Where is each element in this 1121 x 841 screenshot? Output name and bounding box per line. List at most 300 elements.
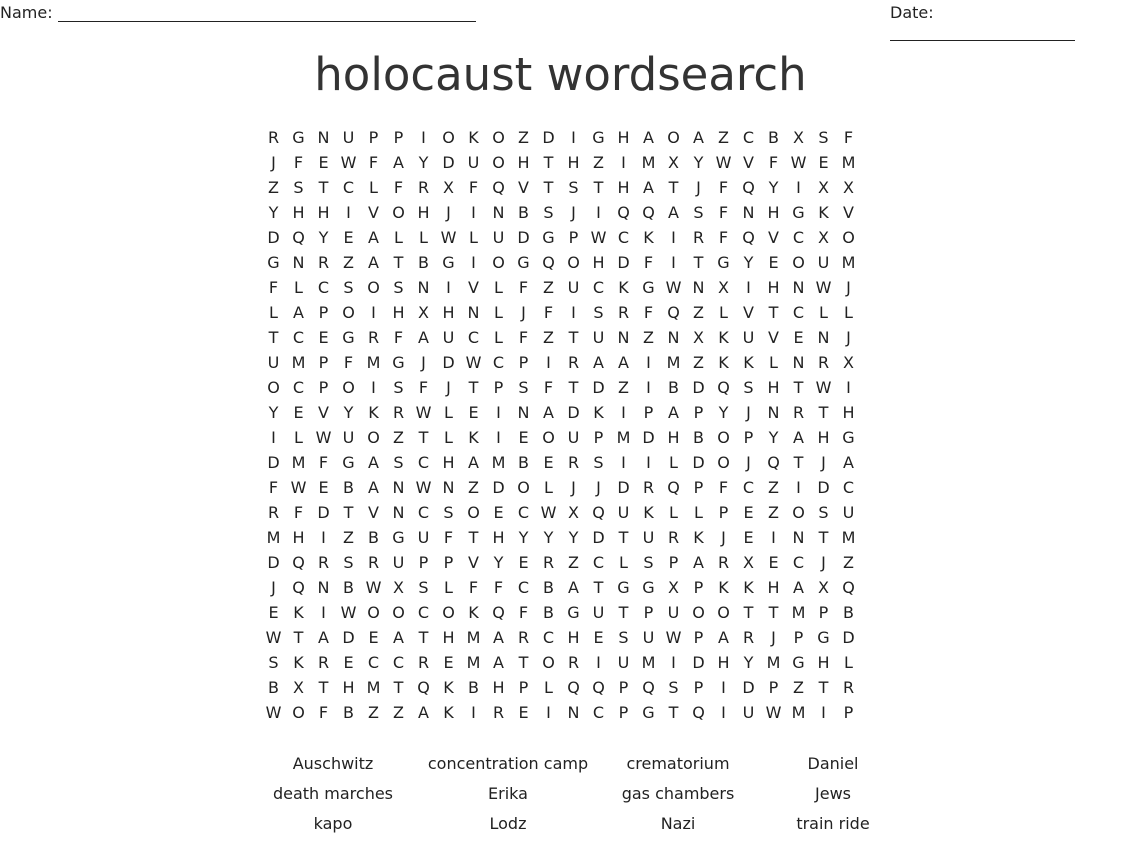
grid-letter: K bbox=[443, 703, 454, 722]
grid-letter: L bbox=[394, 228, 403, 247]
grid-letter: W bbox=[465, 353, 482, 372]
word-list-item: Erika bbox=[488, 784, 528, 803]
grid-letter: O bbox=[542, 428, 555, 447]
grid-letter: M bbox=[791, 703, 806, 722]
grid-letter: A bbox=[418, 328, 429, 347]
grid-letter: X bbox=[668, 578, 679, 597]
grid-letter: G bbox=[392, 353, 405, 372]
grid-letter: C bbox=[317, 278, 330, 297]
grid-letter: J bbox=[571, 478, 576, 497]
grid-letter: U bbox=[817, 253, 830, 272]
grid-letter: O bbox=[367, 278, 380, 297]
grid-letter: U bbox=[267, 353, 280, 372]
grid-letter: P bbox=[318, 378, 329, 397]
grid-letter: Z bbox=[643, 328, 654, 347]
grid-letter: Y bbox=[693, 153, 704, 172]
date-label: Date: bbox=[890, 3, 934, 22]
grid-letter: K bbox=[718, 353, 729, 372]
grid-letter: N bbox=[292, 253, 305, 272]
grid-letter: L bbox=[419, 228, 428, 247]
grid-letter: P bbox=[693, 403, 704, 422]
grid-letter: Y bbox=[268, 203, 279, 222]
grid-letter: R bbox=[567, 453, 580, 472]
grid-letter: B bbox=[518, 453, 529, 472]
grid-letter: W bbox=[265, 628, 282, 647]
grid-letter: C bbox=[492, 353, 505, 372]
grid-letter: H bbox=[567, 628, 580, 647]
grid-letter: Z bbox=[693, 353, 704, 372]
grid-letter: I bbox=[546, 353, 551, 372]
grid-letter: M bbox=[366, 678, 381, 697]
grid-letter: K bbox=[743, 353, 754, 372]
grid-letter: H bbox=[492, 678, 505, 697]
grid-letter: Q bbox=[592, 678, 605, 697]
grid-letter: M bbox=[616, 428, 631, 447]
grid-letter: N bbox=[392, 503, 405, 522]
grid-letter: A bbox=[593, 353, 604, 372]
grid-letter: I bbox=[321, 603, 326, 622]
grid-letter: V bbox=[518, 178, 529, 197]
grid-letter: H bbox=[417, 203, 430, 222]
grid-letter: N bbox=[792, 353, 805, 372]
grid-letter: P bbox=[768, 678, 779, 697]
grid-letter: Q bbox=[292, 228, 305, 247]
grid-letter: F bbox=[493, 578, 504, 597]
grid-letter: W bbox=[590, 228, 607, 247]
grid-letter: I bbox=[496, 428, 501, 447]
grid-letter: J bbox=[571, 203, 576, 222]
grid-letter: T bbox=[818, 678, 829, 697]
grid-letter: Z bbox=[768, 503, 779, 522]
grid-letter: I bbox=[571, 303, 576, 322]
grid-letter: G bbox=[567, 603, 580, 622]
grid-letter: D bbox=[267, 228, 280, 247]
grid-letter: J bbox=[746, 403, 751, 422]
grid-letter: F bbox=[418, 378, 429, 397]
grid-letter: A bbox=[493, 628, 504, 647]
grid-letter: I bbox=[371, 378, 376, 397]
grid-letter: B bbox=[468, 678, 479, 697]
grid-letter: S bbox=[293, 178, 304, 197]
grid-letter: A bbox=[618, 353, 629, 372]
word-list-item: Jews bbox=[815, 784, 851, 803]
grid-letter: K bbox=[293, 603, 304, 622]
grid-letter: I bbox=[671, 653, 676, 672]
grid-letter: L bbox=[544, 478, 553, 497]
grid-letter: C bbox=[342, 178, 355, 197]
name-line[interactable] bbox=[58, 5, 476, 22]
grid-letter: R bbox=[667, 528, 680, 547]
grid-letter: L bbox=[819, 303, 828, 322]
grid-letter: G bbox=[267, 253, 280, 272]
grid-letter: R bbox=[717, 553, 730, 572]
grid-letter: O bbox=[492, 153, 505, 172]
grid-letter: H bbox=[292, 528, 305, 547]
grid-letter: B bbox=[368, 528, 379, 547]
grid-letter: C bbox=[292, 328, 305, 347]
grid-letter: D bbox=[742, 678, 755, 697]
grid-letter: U bbox=[842, 503, 855, 522]
grid-letter: K bbox=[468, 428, 479, 447]
grid-letter: P bbox=[743, 428, 754, 447]
grid-letter: A bbox=[293, 303, 304, 322]
grid-letter: Y bbox=[268, 403, 279, 422]
grid-letter: L bbox=[719, 303, 728, 322]
grid-letter: A bbox=[393, 628, 404, 647]
grid-letter: K bbox=[593, 403, 604, 422]
grid-letter: F bbox=[468, 178, 479, 197]
grid-letter: I bbox=[796, 478, 801, 497]
grid-letter: W bbox=[665, 278, 682, 297]
grid-letter: E bbox=[443, 653, 454, 672]
grid-letter: N bbox=[517, 403, 530, 422]
letter-grid bbox=[261, 125, 861, 725]
grid-letter: U bbox=[567, 278, 580, 297]
grid-letter: I bbox=[621, 153, 626, 172]
grid-letter: J bbox=[721, 528, 726, 547]
grid-letter: Z bbox=[368, 703, 379, 722]
grid-letter: I bbox=[546, 703, 551, 722]
grid-letter: Y bbox=[418, 153, 429, 172]
grid-letter: R bbox=[817, 353, 830, 372]
grid-letter: C bbox=[417, 603, 430, 622]
grid-letter: T bbox=[668, 703, 679, 722]
grid-letter: K bbox=[743, 578, 754, 597]
grid-letter: H bbox=[517, 153, 530, 172]
grid-letter: E bbox=[543, 453, 554, 472]
grid-letter: O bbox=[467, 503, 480, 522]
grid-letter: F bbox=[718, 478, 729, 497]
grid-letter: F bbox=[718, 228, 729, 247]
grid-letter: G bbox=[542, 228, 555, 247]
grid-letter: N bbox=[767, 403, 780, 422]
grid-letter: R bbox=[367, 553, 380, 572]
grid-letter: F bbox=[518, 278, 529, 297]
grid-letter: W bbox=[815, 278, 832, 297]
grid-letter: K bbox=[468, 128, 479, 147]
grid-letter: F bbox=[393, 178, 404, 197]
grid-letter: I bbox=[646, 353, 651, 372]
grid-letter: P bbox=[318, 353, 329, 372]
grid-letter: U bbox=[592, 603, 605, 622]
grid-letter: Z bbox=[843, 553, 854, 572]
grid-letter: E bbox=[518, 428, 529, 447]
grid-letter: O bbox=[542, 653, 555, 672]
grid-letter: I bbox=[646, 378, 651, 397]
grid-letter: U bbox=[592, 328, 605, 347]
grid-letter: N bbox=[617, 328, 630, 347]
grid-letter: Y bbox=[343, 403, 354, 422]
date-line[interactable] bbox=[890, 24, 1075, 41]
grid-letter: R bbox=[842, 678, 855, 697]
grid-letter: B bbox=[518, 203, 529, 222]
grid-letter: S bbox=[618, 628, 629, 647]
grid-letter: N bbox=[442, 478, 455, 497]
grid-letter: F bbox=[318, 453, 329, 472]
grid-letter: J bbox=[696, 178, 701, 197]
grid-letter: D bbox=[267, 553, 280, 572]
grid-letter: G bbox=[592, 128, 605, 147]
grid-letter: T bbox=[543, 178, 554, 197]
word-list-item: kapo bbox=[313, 814, 353, 833]
grid-letter: H bbox=[567, 153, 580, 172]
grid-letter: M bbox=[841, 253, 856, 272]
grid-letter: L bbox=[369, 178, 378, 197]
grid-letter: O bbox=[567, 253, 580, 272]
grid-letter: Z bbox=[693, 303, 704, 322]
grid-letter: F bbox=[543, 378, 554, 397]
grid-letter: S bbox=[518, 378, 529, 397]
grid-letter: S bbox=[393, 278, 404, 297]
grid-letter: X bbox=[818, 178, 829, 197]
grid-letter: U bbox=[617, 503, 630, 522]
grid-letter: G bbox=[292, 128, 305, 147]
grid-letter: G bbox=[517, 253, 530, 272]
grid-letter: L bbox=[669, 503, 678, 522]
grid-letter: Q bbox=[292, 553, 305, 572]
grid-letter: D bbox=[692, 653, 705, 672]
grid-letter: X bbox=[843, 353, 854, 372]
grid-letter: R bbox=[567, 653, 580, 672]
grid-letter: I bbox=[271, 428, 276, 447]
grid-letter: Q bbox=[667, 478, 680, 497]
grid-letter: Y bbox=[568, 528, 579, 547]
grid-letter: L bbox=[619, 553, 628, 572]
grid-letter: Y bbox=[543, 528, 554, 547]
grid-letter: Y bbox=[318, 228, 329, 247]
grid-letter: S bbox=[593, 303, 604, 322]
grid-letter: L bbox=[494, 278, 503, 297]
grid-letter: B bbox=[768, 128, 779, 147]
grid-letter: M bbox=[666, 353, 681, 372]
grid-letter: Q bbox=[667, 303, 680, 322]
grid-letter: W bbox=[440, 228, 457, 247]
grid-letter: T bbox=[468, 378, 479, 397]
grid-letter: T bbox=[743, 603, 754, 622]
grid-letter: Z bbox=[268, 178, 279, 197]
word-list-item: death marches bbox=[272, 784, 394, 803]
grid-letter: T bbox=[418, 428, 429, 447]
grid-letter: P bbox=[593, 428, 604, 447]
grid-letter: F bbox=[518, 328, 529, 347]
grid-letter: C bbox=[517, 578, 530, 597]
grid-letter: W bbox=[715, 153, 732, 172]
grid-letter: I bbox=[421, 128, 426, 147]
grid-letter: G bbox=[642, 278, 655, 297]
grid-letter: L bbox=[844, 303, 853, 322]
grid-letter: O bbox=[342, 303, 355, 322]
grid-letter: H bbox=[817, 428, 830, 447]
grid-letter: F bbox=[843, 128, 854, 147]
grid-letter: V bbox=[743, 153, 754, 172]
grid-letter: L bbox=[694, 503, 703, 522]
grid-letter: P bbox=[843, 703, 854, 722]
grid-letter: T bbox=[418, 628, 429, 647]
grid-letter: W bbox=[365, 578, 382, 597]
grid-letter: I bbox=[796, 178, 801, 197]
grid-letter: P bbox=[568, 228, 579, 247]
grid-letter: D bbox=[342, 628, 355, 647]
grid-letter: V bbox=[368, 503, 379, 522]
grid-letter: E bbox=[368, 628, 379, 647]
grid-letter: H bbox=[317, 203, 330, 222]
grid-letter: C bbox=[842, 478, 855, 497]
grid-letter: C bbox=[417, 453, 430, 472]
grid-letter: X bbox=[443, 178, 454, 197]
grid-letter: A bbox=[793, 428, 804, 447]
grid-letter: D bbox=[617, 478, 630, 497]
grid-letter: A bbox=[493, 653, 504, 672]
grid-letter: I bbox=[446, 278, 451, 297]
grid-letter: N bbox=[817, 328, 830, 347]
grid-letter: L bbox=[444, 403, 453, 422]
grid-letter: T bbox=[693, 253, 704, 272]
grid-letter: J bbox=[446, 378, 451, 397]
grid-letter: T bbox=[668, 178, 679, 197]
grid-letter: H bbox=[492, 528, 505, 547]
grid-letter: U bbox=[642, 628, 655, 647]
grid-letter: J bbox=[746, 453, 751, 472]
grid-letter: P bbox=[693, 578, 704, 597]
grid-letter: S bbox=[543, 203, 554, 222]
grid-letter: S bbox=[418, 578, 429, 597]
grid-letter: D bbox=[442, 353, 455, 372]
grid-letter: E bbox=[318, 153, 329, 172]
grid-letter: T bbox=[793, 378, 804, 397]
grid-letter: O bbox=[392, 603, 405, 622]
grid-letter: D bbox=[842, 628, 855, 647]
grid-letter: S bbox=[343, 553, 354, 572]
grid-letter: D bbox=[692, 453, 705, 472]
name-field[interactable] bbox=[0, 3, 476, 22]
grid-letter: A bbox=[668, 203, 679, 222]
grid-letter: P bbox=[793, 628, 804, 647]
grid-letter: E bbox=[493, 503, 504, 522]
grid-letter: X bbox=[418, 303, 429, 322]
grid-letter: F bbox=[293, 503, 304, 522]
grid-letter: P bbox=[393, 128, 404, 147]
grid-letter: K bbox=[718, 578, 729, 597]
grid-letter: E bbox=[318, 478, 329, 497]
grid-letter: L bbox=[494, 303, 503, 322]
grid-letter: V bbox=[768, 228, 779, 247]
grid-letter: L bbox=[469, 228, 478, 247]
grid-letter: W bbox=[340, 153, 357, 172]
grid-letter: O bbox=[267, 378, 280, 397]
grid-letter: P bbox=[693, 628, 704, 647]
grid-letter: P bbox=[518, 678, 529, 697]
grid-letter: O bbox=[517, 478, 530, 497]
grid-letter: Z bbox=[718, 128, 729, 147]
grid-letter: H bbox=[617, 128, 630, 147]
grid-letter: E bbox=[343, 653, 354, 672]
grid-letter: E bbox=[768, 553, 779, 572]
grid-letter: W bbox=[415, 478, 432, 497]
grid-letter: O bbox=[292, 703, 305, 722]
grid-letter: R bbox=[317, 553, 330, 572]
grid-letter: S bbox=[818, 503, 829, 522]
grid-letter: E bbox=[518, 703, 529, 722]
grid-letter: J bbox=[846, 278, 851, 297]
grid-letter: W bbox=[665, 628, 682, 647]
grid-letter: O bbox=[717, 453, 730, 472]
grid-letter: E bbox=[318, 328, 329, 347]
grid-letter: T bbox=[818, 403, 829, 422]
date-field[interactable] bbox=[890, 3, 1121, 41]
grid-letter: C bbox=[792, 303, 805, 322]
grid-letter: O bbox=[492, 128, 505, 147]
grid-letter: P bbox=[643, 403, 654, 422]
grid-letter: R bbox=[317, 253, 330, 272]
grid-letter: I bbox=[721, 678, 726, 697]
grid-letter: M bbox=[791, 603, 806, 622]
grid-letter: M bbox=[466, 653, 481, 672]
grid-letter: K bbox=[368, 403, 379, 422]
grid-letter: H bbox=[292, 203, 305, 222]
grid-letter: R bbox=[267, 503, 280, 522]
grid-letter: A bbox=[368, 253, 379, 272]
grid-letter: K bbox=[693, 528, 704, 547]
grid-letter: Q bbox=[642, 678, 655, 697]
grid-letter: I bbox=[746, 278, 751, 297]
grid-letter: T bbox=[393, 678, 404, 697]
grid-letter: I bbox=[471, 253, 476, 272]
grid-letter: S bbox=[568, 178, 579, 197]
grid-letter: J bbox=[521, 303, 526, 322]
grid-letter: R bbox=[517, 628, 530, 647]
grid-letter: Z bbox=[593, 153, 604, 172]
grid-letter: X bbox=[718, 278, 729, 297]
grid-letter: X bbox=[743, 553, 754, 572]
grid-letter: H bbox=[442, 303, 455, 322]
grid-letter: D bbox=[317, 503, 330, 522]
grid-letter: A bbox=[668, 403, 679, 422]
grid-letter: I bbox=[346, 203, 351, 222]
grid-letter: L bbox=[269, 303, 278, 322]
grid-letter: P bbox=[443, 553, 454, 572]
grid-letter: E bbox=[268, 603, 279, 622]
grid-letter: Q bbox=[742, 228, 755, 247]
grid-letter: F bbox=[368, 153, 379, 172]
grid-letter: A bbox=[793, 578, 804, 597]
grid-letter: E bbox=[793, 328, 804, 347]
grid-letter: A bbox=[643, 178, 654, 197]
grid-letter: C bbox=[742, 478, 755, 497]
grid-letter: C bbox=[542, 628, 555, 647]
grid-letter: P bbox=[618, 678, 629, 697]
grid-letter: U bbox=[642, 528, 655, 547]
grid-letter: X bbox=[568, 503, 579, 522]
grid-letter: T bbox=[568, 378, 579, 397]
grid-letter: C bbox=[592, 553, 605, 572]
grid-letter: W bbox=[765, 703, 782, 722]
grid-letter: T bbox=[318, 678, 329, 697]
grid-letter: T bbox=[468, 528, 479, 547]
word-list-item: train ride bbox=[796, 814, 870, 833]
grid-letter: P bbox=[518, 353, 529, 372]
grid-letter: N bbox=[792, 528, 805, 547]
grid-letter: S bbox=[343, 278, 354, 297]
grid-letter: R bbox=[692, 228, 705, 247]
grid-letter: S bbox=[443, 503, 454, 522]
grid-letter: L bbox=[444, 578, 453, 597]
grid-letter: G bbox=[717, 253, 730, 272]
grid-letter: K bbox=[293, 653, 304, 672]
grid-letter: L bbox=[544, 678, 553, 697]
grid-letter: I bbox=[496, 403, 501, 422]
word-list-item: gas chambers bbox=[621, 784, 735, 803]
grid-letter: I bbox=[846, 378, 851, 397]
